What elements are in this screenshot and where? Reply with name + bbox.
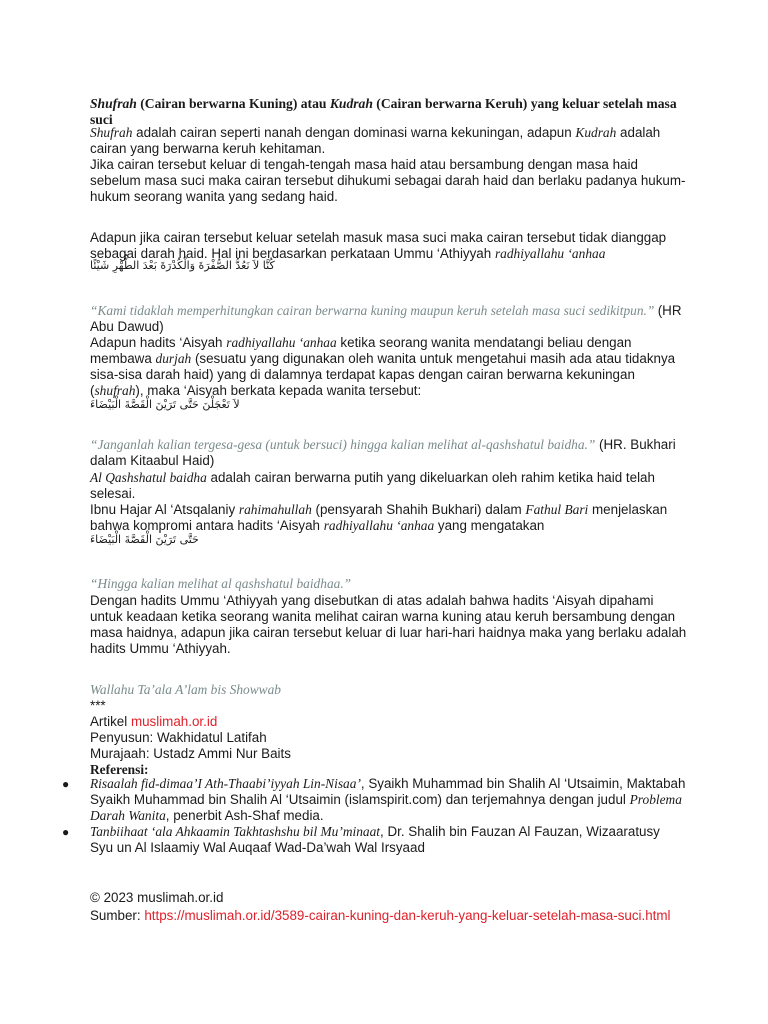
referensi-heading: Referensi: <box>90 762 149 777</box>
reference-text: , Syaikh Muhammad bin Shalih Al ‘Utsaimin, Maktabah <box>360 776 686 791</box>
term-qashshatul: Al Qashshatul baidha <box>90 470 207 485</box>
para5-line4: hadits Ummu ‘Athiyyah. <box>90 641 231 656</box>
para2-italic: radhiyallahu ‘anhaa <box>494 246 606 261</box>
para1-line1 <box>90 125 690 141</box>
para4-italic: radhiyallahu ‘anhaa <box>323 518 435 533</box>
para4-l3-text: Ibnu Hajar Al ‘Atsqalaniy <box>90 502 239 517</box>
para3-l4-end: ), maka ‘Aisyah berkata kepada wanita tersebut: <box>135 383 422 398</box>
quote1-text: “Kami tidaklah memperhitungkan cairan berwarna kuning maupun keruh setelah masa suci <box>90 303 589 318</box>
penyusun: Penyusun: Wakhidatul Latifah <box>90 730 267 745</box>
bullet-icon: ● <box>62 825 70 839</box>
bullet-icon: ● <box>62 777 70 791</box>
quote3-text: “Hingga kalian melihat al qashshatul baidhaa.” <box>90 576 352 591</box>
reference-item <box>62 824 690 856</box>
paragraph-qashshatul <box>90 470 690 547</box>
para4-text: adalah cairan berwarna putih yang dikeluarkan oleh rahim ketika haid telah <box>206 470 655 485</box>
term-shufrah: Shufrah <box>90 125 133 140</box>
para4-line2: selesai. <box>90 486 136 501</box>
copyright: © 2023 muslimah.or.id <box>90 890 224 905</box>
reference-italic-2: Darah Wanita <box>90 808 166 823</box>
para3-l2-text: membawa <box>90 351 156 366</box>
para2-line1: Adapun jika cairan tersebut keluar setelah masuk masa suci maka cairan tersebut tidak dianggap <box>90 230 667 245</box>
reference-italic: Problema <box>629 792 682 807</box>
para5-line2: untuk keadaan ketika seorang wanita melihat cairan warna kuning atau keruh bersambung dengan <box>90 609 676 624</box>
term-kudrah: Kudrah <box>575 125 617 140</box>
sumber-label: Sumber: <box>90 908 145 923</box>
para3-text: Adapun hadits ‘Aisyah <box>90 335 227 350</box>
quote2-source: (HR. Bukhari <box>595 437 676 452</box>
quote-translation-3 <box>90 576 690 592</box>
para3-line3: sisa-sisa darah haid) yang di dalamnya terdapat kapas dengan cairan berwarna kekuningan <box>90 367 635 382</box>
reference-text-line3: , penerbit Ash-Shaf media. <box>165 808 324 823</box>
para4-l3-mid: (pensyarah Shahih Bukhari) dalam <box>311 502 526 517</box>
artikel-label: Artikel <box>90 714 131 729</box>
para1-line5: hukum seorang wanita yang sedang haid. <box>90 189 338 204</box>
closing-block <box>90 682 690 778</box>
quote-translation-2 <box>90 437 690 469</box>
heading-line2: suci <box>90 112 113 127</box>
quote-translation-1 <box>90 303 690 335</box>
footer <box>90 890 690 924</box>
arabic-text-3: حَتَّى تَرَيْنَ الْقَصَّةَ الْبَيْضَاءَ <box>90 533 199 546</box>
para3-l2-end: (sesuatu yang digunakan oleh wanita untuk mengetahui masih ada atau tidaknya <box>191 351 676 366</box>
closing-wallahu: Wallahu Ta’ala A’lam bis Showwab <box>90 682 281 697</box>
para2-text: sebagai darah haid. Hal ini berdasarkan perkataan Ummu ‘Athiyyah <box>90 246 495 261</box>
para3-text-end: ketika seorang wanita mendatangi beliau dengan <box>336 335 632 350</box>
quote1-source: (HR <box>657 303 682 318</box>
paragraph-aisyah <box>90 335 690 412</box>
para1-line3: Jika cairan tersebut keluar di tengah-tengah masa haid atau bersambung dengan masa haid <box>90 157 638 172</box>
quote2-source-line2: dalam Kitaabul Haid) <box>90 453 215 468</box>
heading-text-end: (Cairan berwarna Keruh) yang keluar setelah masa <box>372 96 677 111</box>
para1-text-end: adalah <box>616 125 661 140</box>
section-heading <box>90 96 690 128</box>
term-shufrah-2: shufrah <box>94 383 136 398</box>
paragraph-conclusion <box>90 593 690 657</box>
term-durjah: durjah <box>155 351 192 366</box>
reference-item <box>62 776 690 824</box>
para3-italic: radhiyallahu ‘anhaa <box>226 335 337 350</box>
term-rahimahullah: rahimahullah <box>238 502 312 517</box>
reference-text-line2: Syu un Al Islaamiy Wal Auqaaf Wad-Da’wah Wal Irsyaad <box>90 840 425 855</box>
para1-text: adalah cairan seperti nanah dengan dominasi warna kekuningan, adapun <box>132 125 576 140</box>
reference-list <box>62 776 690 856</box>
closing-stars: *** <box>90 698 106 713</box>
para4-l3-end: menjelaskan <box>588 502 668 517</box>
paragraph-ummu-athiyyah <box>90 230 690 273</box>
sumber-link[interactable]: https://muslimah.or.id/3589-cairan-kuning-dan-keruh-yang-keluar-setelah-masa-suci.html <box>144 908 671 923</box>
quote2-text: “Janganlah kalian tergesa-gesa (untuk bersuci) hingga kalian melihat al-qashshatul baidha.” <box>90 437 596 452</box>
reference-title: Risaalah fid-dimaa’I Ath-Thaabi’iyyah Lin-Nisaa’ <box>90 776 361 791</box>
term-fathul-bari: Fathul Bari <box>525 502 589 517</box>
heading-term-shufrah: Shufrah <box>90 96 137 111</box>
quote1-close: ” <box>646 303 658 318</box>
heading-term-kudrah: Kudrah <box>329 96 373 111</box>
quote1-source-line2: Abu Dawud) <box>90 319 164 334</box>
para5-line3: masa haidnya, adapun jika cairan tersebut keluar di luar hari-hari haidnya maka yang berlaku adalah <box>90 625 687 640</box>
reference-text-line2: Syaikh Muhammad bin Shalih Al ‘Utsaimin (islamspirit.com) dan terjemahnya dengan judul <box>90 792 630 807</box>
para3-l4-open: ( <box>90 383 95 398</box>
heading-text: (Cairan berwarna Kuning) atau <box>136 96 330 111</box>
para1-line2: cairan yang berwarna keruh kehitaman. <box>90 141 326 156</box>
para4-l4-end: yang mengatakan <box>434 518 545 533</box>
paragraph-definition <box>90 125 690 205</box>
para5-line1: Dengan hadits Ummu ‘Athiyyah yang disebutkan di atas adalah bahwa hadits ‘Aisyah dipahami <box>90 593 654 608</box>
para4-l4-text: bahwa kompromi antara hadits ‘Aisyah <box>90 518 324 533</box>
artikel-link[interactable]: muslimah.or.id <box>130 714 218 729</box>
arabic-text-1: كُنَّا لاَ نَعُدُّ الصُّفْرَةَ وَالْكُدْرَةَ بَعْدَ الطُّهْرِ شَيْئًا <box>90 259 275 272</box>
arabic-text-2: لاَ تَعْجَلْنَ حَتَّى تَرَيْنَ الْقَصَّةَ الْبَيْضَاءَ <box>90 398 240 411</box>
para1-line4: sebelum masa suci maka cairan tersebut dihukumi sebagai darah haid dan berlaku padanya hukum- <box>90 173 686 188</box>
murajaah: Murajaah: Ustadz Ammi Nur Baits <box>90 746 291 761</box>
quote1-italic: sedikitpun. <box>588 303 647 318</box>
reference-text: , Dr. Shalih bin Fauzan Al Fauzan, Wizaaratusy <box>380 824 660 839</box>
reference-title: Tanbiihaat ‘ala Ahkaamin Takhtashshu bil Mu’minaat <box>90 824 381 839</box>
